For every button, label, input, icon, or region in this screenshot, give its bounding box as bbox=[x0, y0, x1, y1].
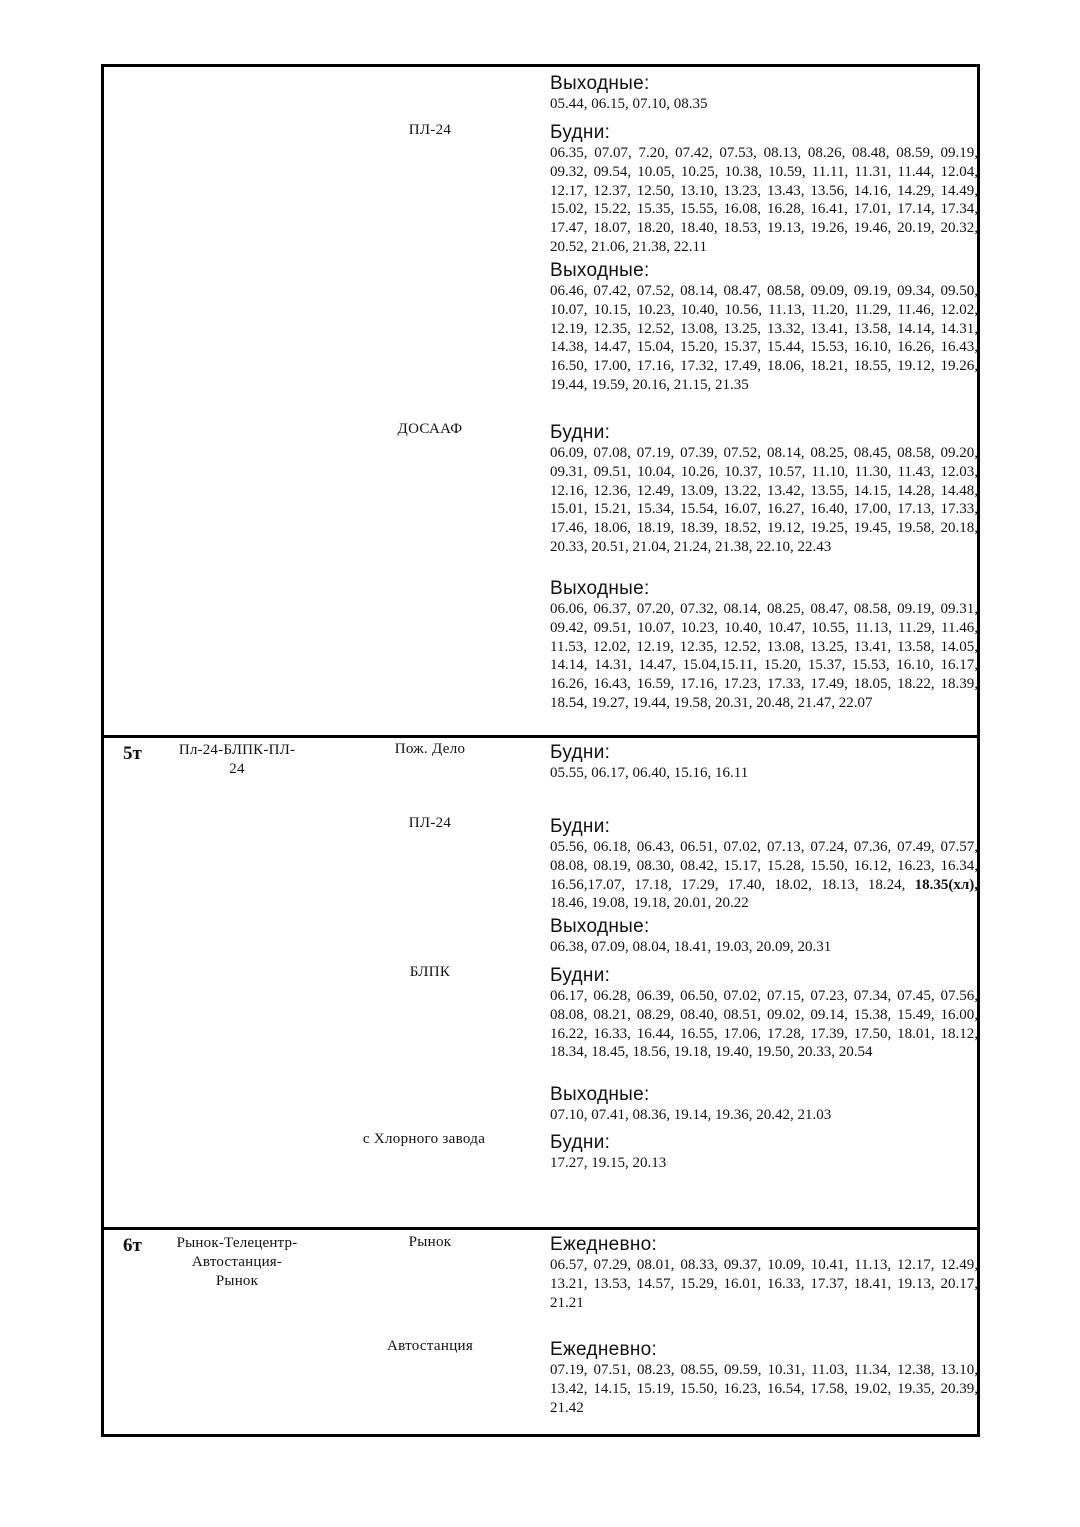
schedule-block bbox=[550, 122, 978, 257]
stop-name: БЛПК bbox=[409, 964, 451, 980]
route-name bbox=[167, 1234, 307, 1291]
route-name-line: Рынок-Телецентр- bbox=[176, 1235, 298, 1251]
times-list: 05.44, 06.15, 07.10, 08.35 bbox=[550, 96, 708, 112]
stop-name: Пож. Дело bbox=[394, 741, 466, 757]
times-list: 06.06, 06.37, 07.20, 07.32, 08.14, 08.25, 08.47, 08.58, 09.19, 09.31, 09.42, 09.51, 10.07, 10.23, 10.40, 10.47, 10.55, 11.13, 11.29, 11.46, 11.53, 12.02, 12.19, 12.35, 12.52, 13.08, 13.25, 13.41, 13.58, 14.05, 14.14, 14.31, 14.47, 15.04,15.11, 15.20, 15.37, 15.53, 16.10, 16.17, 16.26, 16.43, 16.59, 17.16, 17.23, 17.33, 17.49, 18.05, 18.22, 18.39, 18.54, 19.27, 19.44, 19.58, 20.31, 20.48, 21.47, 22.07 bbox=[550, 601, 978, 711]
route-number: 5т bbox=[123, 743, 142, 764]
schedule-block bbox=[550, 1234, 978, 1312]
times-list: 17.27, 19.15, 20.13 bbox=[550, 1155, 667, 1171]
route-name bbox=[167, 741, 307, 779]
times-text: 18.46, 19.08, 19.18, 20.01, 20.22 bbox=[550, 895, 749, 912]
day-label: Будни: bbox=[550, 122, 611, 143]
day-label: Будни: bbox=[550, 1132, 611, 1153]
stop-name: Рынок bbox=[408, 1234, 452, 1250]
schedule-block bbox=[550, 965, 978, 1062]
schedule-block bbox=[550, 1339, 978, 1417]
schedule-block bbox=[550, 73, 978, 114]
times-list bbox=[550, 838, 978, 913]
schedule-block bbox=[550, 260, 978, 395]
day-label: Будни: bbox=[550, 742, 611, 763]
day-label: Выходные: bbox=[550, 916, 650, 937]
route-name-line: Пл-24-БЛПК-ПЛ- bbox=[178, 742, 296, 758]
schedule-table bbox=[101, 64, 980, 1437]
times-list: 07.10, 07.41, 08.36, 19.14, 19.36, 20.42, 21.03 bbox=[550, 1107, 832, 1123]
route-name-line: 24 bbox=[229, 761, 245, 777]
stop-name: ДОСААФ bbox=[397, 421, 463, 437]
schedule-block bbox=[550, 422, 978, 557]
schedule-block bbox=[550, 742, 978, 783]
schedule-block bbox=[550, 1132, 978, 1173]
schedule-block bbox=[550, 578, 978, 713]
route-name-line: Автостанция- bbox=[191, 1254, 283, 1270]
day-label: Будни: bbox=[550, 422, 611, 443]
day-label: Выходные: bbox=[550, 73, 650, 94]
schedule-block bbox=[550, 816, 978, 913]
schedule-block bbox=[550, 916, 978, 957]
times-text: 05.56, 06.18, 06.43, 06.51, 07.02, 07.13, 07.24, 07.36, 07.49, 07.57, 08.08, 08.19, 08.30, 08.42, 15.17, 15.28, 15.50, 16.12, 16.23, 16.34, 16.56,17.07, 17.18, 17.29, 17.40, 18.02, 18.13, 18.24, bbox=[550, 839, 978, 893]
schedule-block bbox=[550, 1084, 978, 1125]
times-list: 06.57, 07.29, 08.01, 08.33, 09.37, 10.09, 10.41, 11.13, 12.17, 12.49, 13.21, 13.53, 14.57, 15.29, 16.01, 16.33, 17.37, 18.41, 19.13, 20.17, 21.21 bbox=[550, 1257, 978, 1311]
row-divider bbox=[104, 1227, 977, 1230]
times-list: 07.19, 07.51, 08.23, 08.55, 09.59, 10.31, 11.03, 11.34, 12.38, 13.10, 13.42, 14.15, 15.19, 15.50, 16.23, 16.54, 17.58, 19.02, 19.35, 20.39, 21.42 bbox=[550, 1362, 978, 1416]
day-label: Будни: bbox=[550, 965, 611, 986]
day-label: Ежедневно: bbox=[550, 1339, 658, 1360]
row-divider bbox=[104, 735, 977, 738]
times-list: 06.17, 06.28, 06.39, 06.50, 07.02, 07.15, 07.23, 07.34, 07.45, 07.56, 08.08, 08.21, 08.29, 08.40, 08.51, 09.02, 09.14, 15.38, 15.49, 16.00, 16.22, 16.33, 16.44, 16.55, 17.06, 17.28, 17.39, 17.50, 18.01, 18.12, 18.34, 18.45, 18.56, 19.18, 19.40, 19.50, 20.33, 20.54 bbox=[550, 988, 978, 1061]
stop-name: Автостанция bbox=[386, 1338, 474, 1354]
stop-name: с Хлорного завода bbox=[362, 1131, 486, 1147]
times-list: 06.46, 07.42, 07.52, 08.14, 08.47, 08.58, 09.09, 09.19, 09.34, 09.50, 10.07, 10.15, 10.23, 10.40, 10.56, 11.13, 11.20, 11.29, 11.46, 12.02, 12.19, 12.35, 12.52, 13.08, 13.25, 13.32, 13.41, 13.58, 14.14, 14.31, 14.38, 14.47, 15.04, 15.20, 15.37, 15.44, 15.53, 16.10, 16.26, 16.43, 16.50, 17.00, 17.16, 17.32, 17.49, 18.06, 18.21, 18.55, 19.12, 19.26, 19.44, 19.59, 20.16, 21.15, 21.35 bbox=[550, 283, 978, 393]
day-label: Выходные: bbox=[550, 260, 650, 281]
times-list: 06.35, 07.07, 7.20, 07.42, 07.53, 08.13, 08.26, 08.48, 08.59, 09.19, 09.32, 09.54, 10.05, 10.25, 10.38, 10.59, 11.11, 11.31, 11.44, 12.04, 12.17, 12.37, 12.50, 13.10, 13.23, 13.43, 13.56, 14.16, 14.29, 14.49, 15.02, 15.22, 15.35, 15.55, 16.08, 16.28, 16.41, 17.01, 17.14, 17.34, 17.47, 18.07, 18.20, 18.40, 18.53, 19.13, 19.26, 19.46, 20.19, 20.32, 20.52, 21.06, 21.38, 22.11 bbox=[550, 145, 978, 255]
day-label: Будни: bbox=[550, 816, 611, 837]
route-name-line: Рынок bbox=[215, 1273, 259, 1289]
times-highlight: 18.35(хл), bbox=[914, 876, 978, 893]
times-list: 06.38, 07.09, 08.04, 18.41, 19.03, 20.09, 20.31 bbox=[550, 939, 832, 955]
times-list: 06.09, 07.08, 07.19, 07.39, 07.52, 08.14, 08.25, 08.45, 08.58, 09.20, 09.31, 09.51, 10.04, 10.26, 10.37, 10.57, 11.10, 11.30, 11.43, 12.03, 12.16, 12.36, 12.49, 13.09, 13.22, 13.42, 13.55, 14.15, 14.28, 14.48, 15.01, 15.21, 15.34, 15.54, 16.07, 16.27, 16.40, 17.00, 17.13, 17.33, 17.46, 18.06, 18.19, 18.39, 18.52, 19.12, 19.25, 19.45, 19.58, 20.18, 20.33, 20.51, 21.04, 21.24, 21.38, 22.10, 22.43 bbox=[550, 445, 978, 555]
stop-name: ПЛ-24 bbox=[408, 815, 452, 831]
stop-name: ПЛ-24 bbox=[408, 122, 452, 138]
day-label: Ежедневно: bbox=[550, 1234, 658, 1255]
route-number: 6т bbox=[123, 1235, 142, 1256]
day-label: Выходные: bbox=[550, 578, 650, 599]
day-label: Выходные: bbox=[550, 1084, 650, 1105]
times-list: 05.55, 06.17, 06.40, 15.16, 16.11 bbox=[550, 765, 749, 781]
